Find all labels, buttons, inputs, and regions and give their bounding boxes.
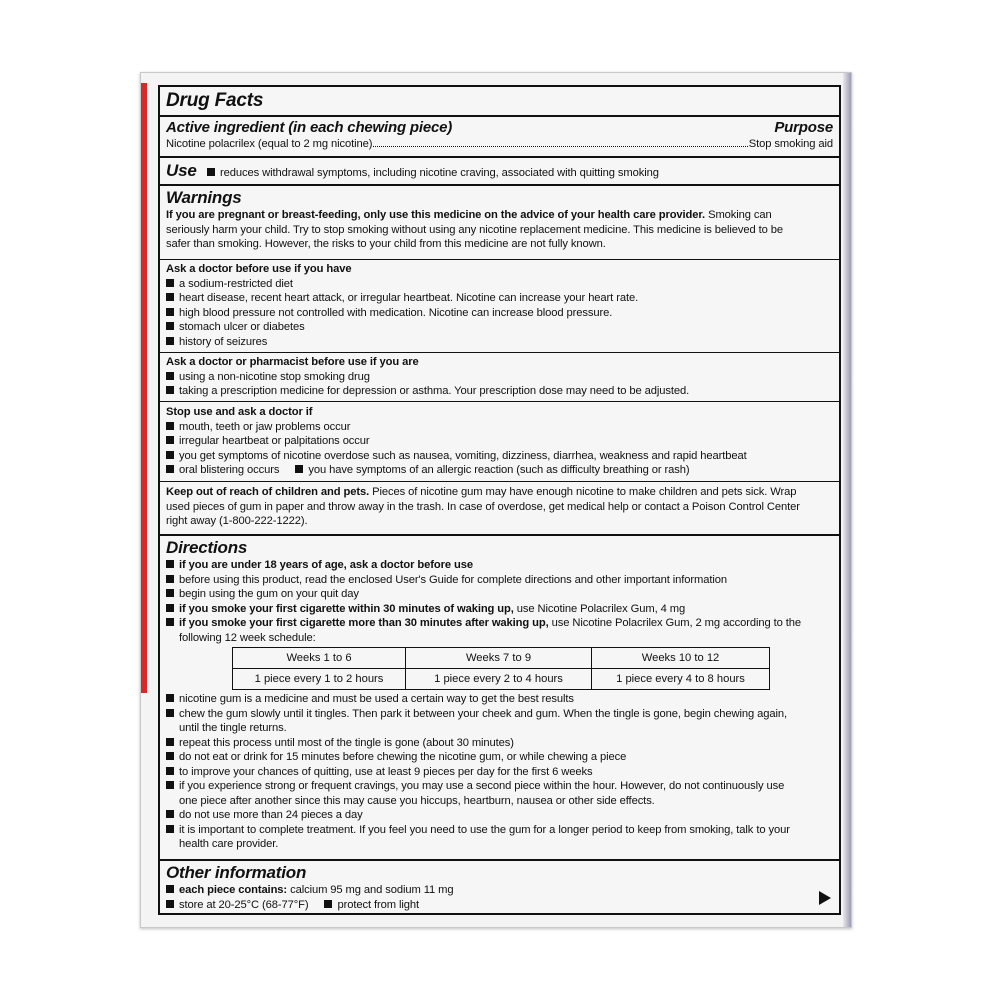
drug-facts-panel (158, 85, 841, 915)
schedule-header-cell: Weeks 10 to 12 (592, 648, 770, 669)
each-piece-bold: each piece contains: (179, 884, 288, 896)
carton-edge (843, 73, 851, 927)
keep-out-section (160, 485, 839, 529)
keep-out-text: Pieces of nicotine gum may have enough nicotine to make children and pets sick. Wrap (372, 486, 797, 498)
bullet-icon (166, 422, 174, 430)
each-piece-text: calcium 95 mg and sodium 11 mg (290, 884, 454, 896)
direction-item: it is important to complete treatment. If you feel you need to use the gum for a longer period to keep from smoking, talk to your (179, 823, 790, 836)
directions-section (160, 538, 839, 645)
drug-facts-title: Drug Facts (166, 90, 264, 111)
use-section (160, 161, 839, 181)
divider (160, 534, 839, 536)
ingredient-purpose: Stop smoking aid (748, 138, 833, 150)
stop-use-item: you have symptoms of an allergic reaction (such as difficulty breathing or rash) (308, 464, 690, 476)
direction-item-cont: health care provider. (179, 838, 279, 850)
direction-item: repeat this process until most of the tingle is gone (about 30 minutes) (179, 736, 514, 749)
direction-item: before using this product, read the enclosed User's Guide for complete directions and other important information (179, 573, 728, 586)
ask-doctor-item: history of seizures (179, 335, 268, 348)
continue-arrow-icon (819, 891, 831, 905)
schedule-value-cell: 1 piece every 1 to 2 hours (233, 669, 406, 690)
other-information-section (160, 863, 839, 912)
divider (160, 115, 839, 117)
bullet-icon (166, 575, 174, 583)
ask-pharmacist-section (160, 355, 839, 399)
bullet-icon (166, 465, 174, 473)
ingredient-name: Nicotine polacrilex (equal to 2 mg nicotine) (166, 138, 373, 150)
divider (160, 259, 839, 260)
ask-doctor-section (160, 262, 839, 349)
ask-doctor-item: a sodium-restricted diet (179, 277, 293, 290)
bullet-icon (166, 694, 174, 702)
direction-item: use Nicotine Polacrilex Gum, 4 mg (516, 602, 686, 615)
dosing-schedule-table (232, 647, 770, 690)
stop-use-item: you get symptoms of nicotine overdose such as nausea, vomiting, dizziness, diarrhea, weakness and rapid heartbeat (179, 449, 747, 462)
schedule-header-row (233, 648, 770, 669)
light-text: protect from light (337, 898, 419, 911)
warnings-section (160, 188, 839, 252)
bullet-icon (166, 900, 174, 908)
directions-heading: Directions (166, 538, 248, 557)
active-ingredient-section (160, 119, 839, 152)
direction-item-cont: following 12 week schedule: (179, 631, 316, 644)
bullet-icon (166, 618, 174, 626)
direction-item-cont: one piece after another since this may cause you hiccups, heartburn, nausea or other side effects. (179, 794, 655, 807)
direction-item-bold: if you smoke your first cigarette within 30 minutes of waking up, (179, 602, 514, 615)
use-heading: Use (166, 161, 197, 180)
ask-doctor-heading: Ask a doctor before use if you have (166, 263, 352, 275)
ask-pharmacist-item: using a non-nicotine stop smoking drug (179, 370, 370, 383)
storage-text: store at 20-25°C (68-77°F) (179, 898, 309, 911)
schedule-header-cell: Weeks 1 to 6 (233, 648, 406, 669)
ask-pharmacist-item: taking a prescription medicine for depression or asthma. Your prescription dose may need to be adjusted. (179, 385, 690, 397)
direction-item: do not eat or drink for 15 minutes before chewing the nicotine gum, or while chewing a piece (179, 751, 627, 763)
bullet-icon (166, 372, 174, 380)
bullet-icon (324, 900, 332, 908)
direction-item-bold: if you smoke your first cigarette more than 30 minutes after waking up, (179, 617, 549, 629)
schedule-value-cell: 1 piece every 2 to 4 hours (406, 669, 592, 690)
active-ingredient-heading: Active ingredient (in each chewing piece) (166, 119, 453, 136)
ingredient-row (166, 137, 833, 152)
bullet-icon (166, 386, 174, 394)
direction-item: if you are under 18 years of age, ask a doctor before use (179, 559, 473, 571)
bullet-icon (166, 451, 174, 459)
direction-item: chew the gum slowly until it tingles. Then park it between your cheek and gum. When the tingle is gone, begin chewing again, (179, 707, 788, 720)
keep-out-bold: Keep out of reach of children and pets. (166, 486, 370, 498)
bullet-icon (166, 279, 174, 287)
pregnant-warning-line: safer than smoking. However, the risks to your child from this medicine are not fully known. (166, 238, 606, 250)
stop-use-item: irregular heartbeat or palpitations occur (179, 435, 370, 447)
direction-item: if you experience strong or frequent cravings, you may use a second piece within the hour. However, do not continuously use (179, 780, 785, 792)
use-text: reduces withdrawal symptoms, including nicotine craving, associated with quitting smoking (220, 167, 659, 179)
bullet-icon (295, 465, 303, 473)
divider (160, 481, 839, 482)
pregnant-warning-bold: If you are pregnant or breast-feeding, only use this medicine on the advice of your health care provider. (166, 209, 706, 221)
direction-item: nicotine gum is a medicine and must be used a certain way to get the best results (179, 693, 574, 705)
bullet-icon (166, 752, 174, 760)
divider (160, 352, 839, 353)
direction-item: begin using the gum on your quit day (179, 588, 359, 600)
ask-doctor-item: heart disease, recent heart attack, or irregular heartbeat. Nicotine can increase your heart rate. (179, 292, 639, 304)
divider (160, 184, 839, 186)
bullet-icon (166, 436, 174, 444)
bullet-icon (166, 810, 174, 818)
bullet-icon (166, 604, 174, 612)
divider (160, 156, 839, 158)
bullet-icon (166, 322, 174, 330)
bullet-icon (166, 781, 174, 789)
bullet-icon (166, 767, 174, 775)
bullet-icon (166, 308, 174, 316)
direction-item: use Nicotine Polacrilex Gum, 2 mg according to the (551, 617, 801, 629)
direction-item: do not use more than 24 pieces a day (179, 809, 363, 821)
stop-use-section (160, 405, 839, 478)
ask-doctor-item: stomach ulcer or diabetes (179, 321, 305, 333)
other-information-heading: Other information (166, 863, 307, 882)
schedule-value-cell: 1 piece every 4 to 8 hours (592, 669, 770, 690)
ask-doctor-item: high blood pressure not controlled with medication. Nicotine can increase blood pressure. (179, 306, 613, 319)
drug-facts-carton (140, 72, 852, 928)
bullet-icon (166, 885, 174, 893)
divider (160, 859, 839, 861)
schedule-header-cell: Weeks 7 to 9 (406, 648, 592, 669)
bullet-icon (166, 738, 174, 746)
direction-item-cont: until the tingle returns. (179, 722, 287, 734)
schedule-value-row (233, 669, 770, 690)
bullet-icon (166, 589, 174, 597)
stop-use-heading: Stop use and ask a doctor if (166, 406, 313, 418)
purpose-heading: Purpose (774, 119, 833, 136)
keep-out-line: used pieces of gum in paper and throw away in the trash. In case of overdose, get medical help or contact a Poison Control Center (166, 500, 800, 513)
bullet-icon (207, 168, 215, 176)
divider (160, 401, 839, 402)
ask-pharmacist-heading: Ask a doctor or pharmacist before use if you are (166, 356, 419, 368)
pregnant-warning-line: seriously harm your child. Try to stop smoking without using any nicotine replacement medicine. This medicine is believed to be (166, 223, 784, 236)
bullet-icon (166, 293, 174, 301)
pregnant-warning-text: Smoking can (708, 209, 772, 221)
bullet-icon (166, 825, 174, 833)
direction-item: to improve your chances of quitting, use at least 9 pieces per day for the first 6 weeks (179, 765, 593, 778)
bullet-icon (166, 560, 174, 568)
bullet-icon (166, 709, 174, 717)
stop-use-item: mouth, teeth or jaw problems occur (179, 420, 351, 433)
warnings-heading: Warnings (166, 188, 242, 207)
directions-continued (160, 692, 839, 852)
red-side-strip (141, 83, 147, 693)
bullet-icon (166, 337, 174, 345)
drug-facts-title-row (160, 89, 839, 112)
keep-out-line: right away (1-800-222-1222). (166, 515, 308, 527)
stop-use-item: oral blistering occurs (179, 464, 280, 476)
